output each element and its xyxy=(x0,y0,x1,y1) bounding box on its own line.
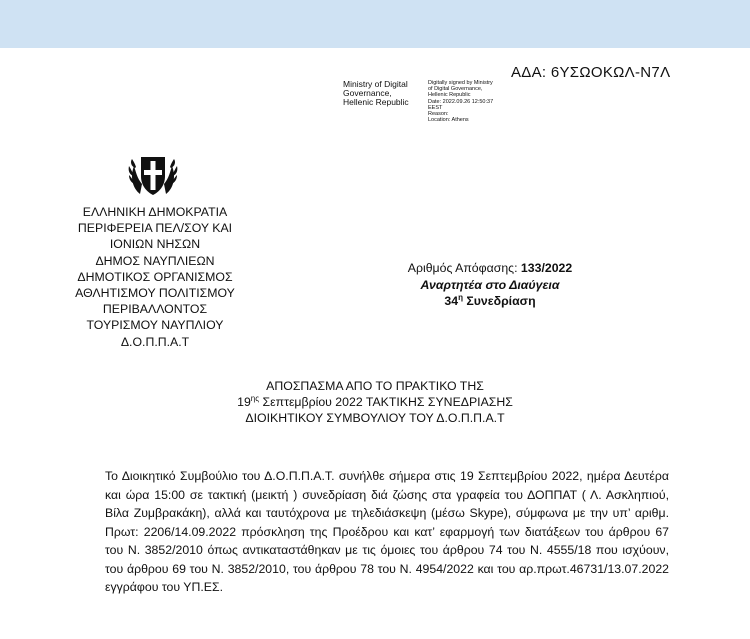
signature-details xyxy=(428,80,528,123)
issuer-line: ΤΟΥΡΙΣΜΟΥ ΝΑΥΠΛΙΟΥ xyxy=(86,318,224,333)
issuer-line: ΔΗΜΟΤΙΚΟΣ ΟΡΓΑΝΙΣΜΟΣ xyxy=(77,269,233,284)
signature-name-line: Hellenic Republic xyxy=(343,97,409,107)
extract-title-line: ΑΠΟΣΠΑΣΜΑ ΑΠΟ ΤΟ ΠΡΑΚΤΙΚΟ ΤΗΣ xyxy=(266,379,484,393)
signature-detail-line: Hellenic Republic xyxy=(428,92,471,99)
issuer-block xyxy=(50,204,260,350)
decision-number-value: 133/2022 xyxy=(520,261,573,275)
decision-number-label: Αριθμός Απόφασης: xyxy=(407,261,521,275)
extract-title-line: ΔΙΟΙΚΗΤΙΚΟΥ ΣΥΜΒΟΥΛΙΟΥ ΤΟΥ Δ.Ο.Π.Π.Α.Τ xyxy=(245,411,505,425)
session-label: Συνεδρίαση xyxy=(462,294,536,308)
signature-detail-line: of Digital Governance, xyxy=(428,86,483,93)
extract-date-rest: Σεπτεμβρίου 2022 ΤΑΚΤΙΚΗΣ ΣΥΝΕΔΡΙΑΣΗΣ xyxy=(259,395,513,409)
top-banner xyxy=(0,0,750,48)
signature-name xyxy=(343,80,427,107)
signature-detail-line: Digitally signed by Ministry xyxy=(428,80,493,86)
signature-detail-line: Date: 2022.09.26 12:50:37 xyxy=(428,98,494,105)
issuer-line: ΑΘΛΗΤΙΣΜΟΥ ΠΟΛΙΤΙΣΜΟΥ xyxy=(75,286,235,301)
issuer-line: ΔΗΜΟΣ ΝΑΥΠΛΙΕΩΝ xyxy=(95,253,215,268)
session-ordinal: 34 xyxy=(444,294,459,308)
extract-title-line xyxy=(185,394,565,410)
session-number xyxy=(360,293,620,310)
issuer-line: ΕΛΛΗΝΙΚΗ ΔΗΜΟΚΡΑΤΙΑ xyxy=(82,205,228,219)
decision-block xyxy=(360,260,620,310)
extract-day-suffix: ης xyxy=(250,393,260,403)
session-ordinal-suffix: η xyxy=(458,292,463,302)
extract-day: 19 xyxy=(237,395,251,409)
issuer-line: ΠΕΡΙΒΑΛΛΟΝΤΟΣ xyxy=(102,302,208,317)
signature-name-line: Governance, xyxy=(343,88,392,98)
signature-detail-line: Reason: xyxy=(428,111,449,118)
body-paragraph: Το Διοικητικό Συμβούλιο του Δ.Ο.Π.Π.Α.Τ. συνήλθε σήμερα στις 19 Σεπτεμβρίου 2022, ημέρα Δευτέρα και ώρα 15:00 σε τακτική (μεικτή ) συνεδρίαση διά ζώσης στα γραφεία του ΔΟΠΠΑΤ ( Λ. Ασκληπιού, Βίλα Ζυμβρακάκη), αλλά και ταυτόχρονα με τηλεδιάσκεψη (μέσω Skype), σύμφωνα με την υπ’ αριθμ. Πρωτ: 2206/14.09.2022 πρόσκληση της Προέδρου και κατ’ εφαρμογή των διατάξεων του άρθρου 67 του Ν. 3852/2010 όπως αντικαταστάθηκαν με τις όμοιες του άρθρου 74 του Ν. 4555/18 που ισχύουν, του άρθρου 69 του Ν. 3852/2010, του άρθρου 78 του Ν. 4954/2022 και του αρ.πρωτ.46731/13.07.2022 εγγράφου του ΥΠ.ΕΣ. xyxy=(105,469,669,594)
issuer-line: Δ.Ο.Π.Π.Α.Τ xyxy=(120,334,190,349)
issuer-line: ΙΟΝΙΩΝ ΝΗΣΩΝ xyxy=(109,237,201,252)
extract-title xyxy=(185,378,565,426)
signature-detail-line: Location: Athens xyxy=(428,117,469,124)
ada-code: ΑΔΑ: 6ΥΣΩΟΚΩΛ-Ν7Λ xyxy=(511,64,671,81)
signature-detail-line: EEST xyxy=(428,104,443,111)
signature-name-line: Ministry of Digital xyxy=(343,79,408,89)
posting-note: Αναρτητέα στο Διαύγεια xyxy=(420,277,560,292)
decision-number xyxy=(360,260,620,277)
greek-coat-of-arms-icon xyxy=(126,154,180,200)
issuer-line: ΠΕΡΙΦΕΡΕΙΑ ΠΕΛ/ΣΟΥ ΚΑΙ xyxy=(77,221,233,236)
